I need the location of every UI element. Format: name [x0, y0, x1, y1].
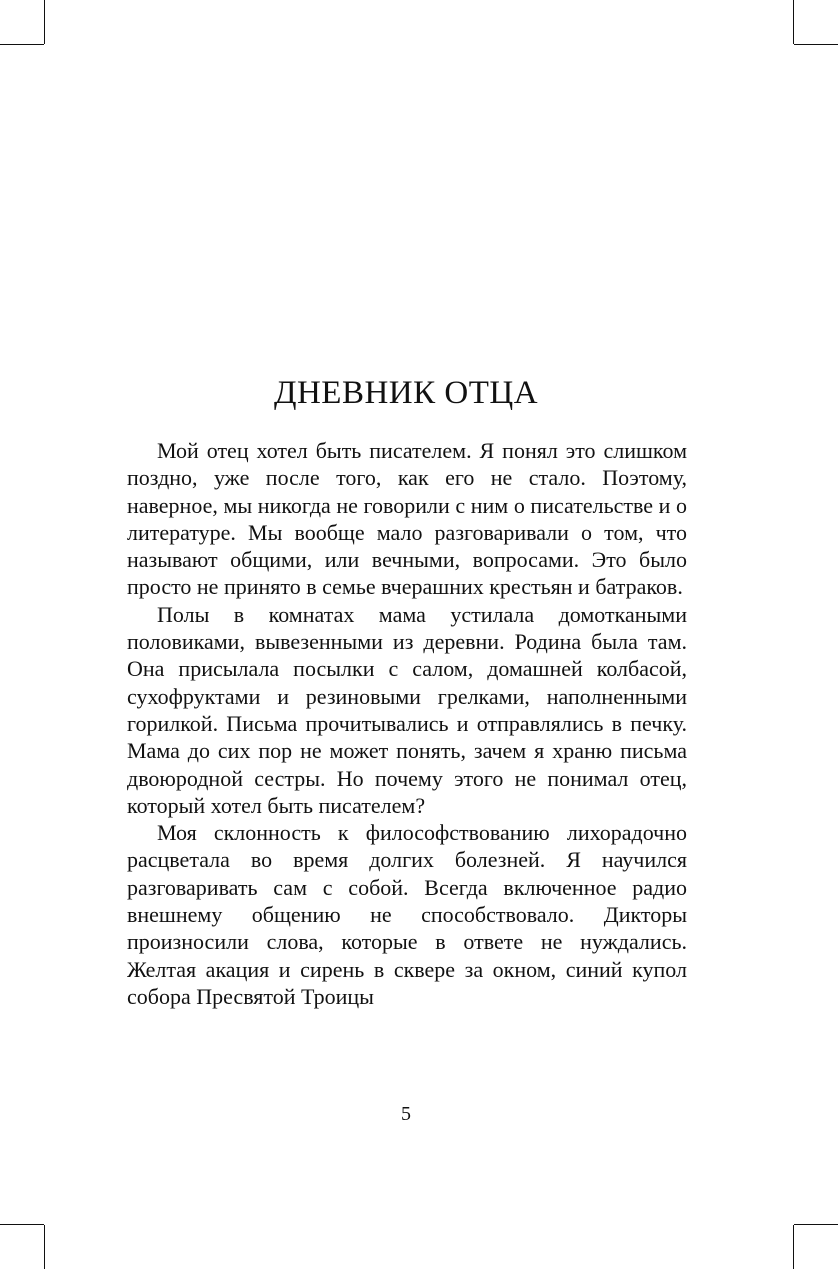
- crop-mark-bottom-right-horizontal: [794, 1224, 838, 1225]
- crop-mark-bottom-right-vertical: [793, 1225, 794, 1269]
- crop-mark-top-left-vertical: [44, 0, 45, 44]
- body-text: [127, 437, 687, 1010]
- chapter-title: ДНЕВНИК ОТЦА: [273, 375, 539, 411]
- paragraph: Мой отец хотел быть писателем. Я понял это слишком поздно, уже после того, как его не стало. Поэтому, наверное, мы никогда не говорили с ним о писательстве и о литературе. Мы вообще мало разговаривали о том, что называют общими, или вечными, вопросами. Это было просто не принято в семье вчерашних крестьян и батраков.: [127, 438, 687, 600]
- crop-mark-top-left-horizontal: [0, 44, 44, 45]
- crop-mark-top-right-horizontal: [794, 44, 838, 45]
- paragraph: Моя склонность к философствованию лихорадочно расцветала во время долгих болезней. Я научился разговаривать сам с собой. Всегда включенное радио внешнему общению не способствовало. Дикторы произносили слова, которые в ответе не нуждались. Желтая акация и сирень в сквере за окном, синий купол собора Пресвятой Троицы: [127, 820, 687, 1009]
- paragraph: Полы в комнатах мама устилала домоткаными половиками, вывезенными из деревни. Родина была там. Она присылала посылки с салом, домашней колбасой, сухофруктами и резиновыми грелками, наполненными горилкой. Письма прочитывались и отправлялись в печку. Мама до сих пор не может понять, зачем я храню письма двоюродной сестры. Но почему этого не понимал отец, который хотел быть писателем?: [127, 601, 687, 818]
- crop-mark-top-right-vertical: [793, 0, 794, 44]
- crop-mark-bottom-left-vertical: [44, 1225, 45, 1269]
- page-number: 5: [401, 1103, 411, 1125]
- crop-mark-bottom-left-horizontal: [0, 1224, 44, 1225]
